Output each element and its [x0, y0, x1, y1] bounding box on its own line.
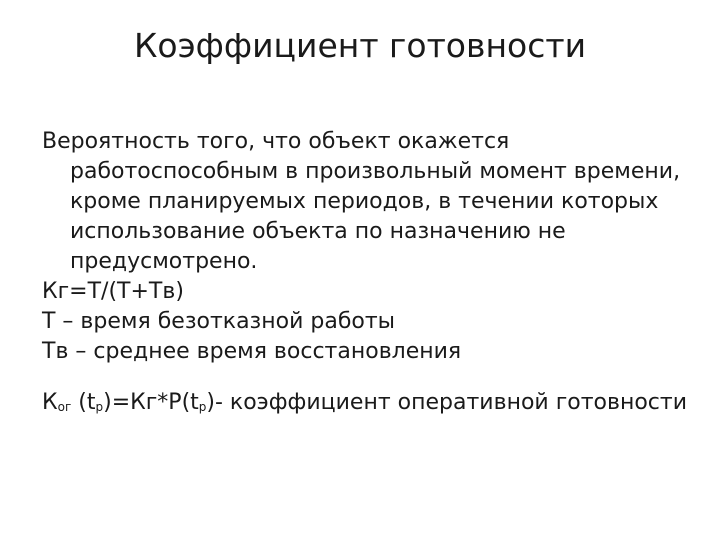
t2-subscript: р [198, 400, 207, 414]
t-subscript: р [95, 400, 104, 414]
slide-body [42, 127, 702, 422]
formula-open: (t [71, 390, 96, 415]
availability-formula: Кг=Т/(Т+Тв) [42, 279, 184, 304]
operational-availability-formula [42, 388, 702, 422]
formula-mid: )=Кг*Р(t [103, 390, 199, 415]
slide-title: Коэффициент готовности [133, 26, 587, 65]
tv-definition: Тв – среднее время восстановления [42, 339, 462, 364]
k-letter: К [42, 390, 58, 415]
formula-tail: )- коэффициент оперативной готовности [206, 390, 688, 415]
t-definition: Т – время безотказной работы [42, 309, 396, 334]
definition-paragraph: Вероятность того, что объект окажется работоспособным в произвольный момент времени, кроме планируемых периодов, в течении которых использование объекта по назначению не предусмотрено. [42, 129, 681, 274]
k-subscript: ог [57, 400, 72, 414]
